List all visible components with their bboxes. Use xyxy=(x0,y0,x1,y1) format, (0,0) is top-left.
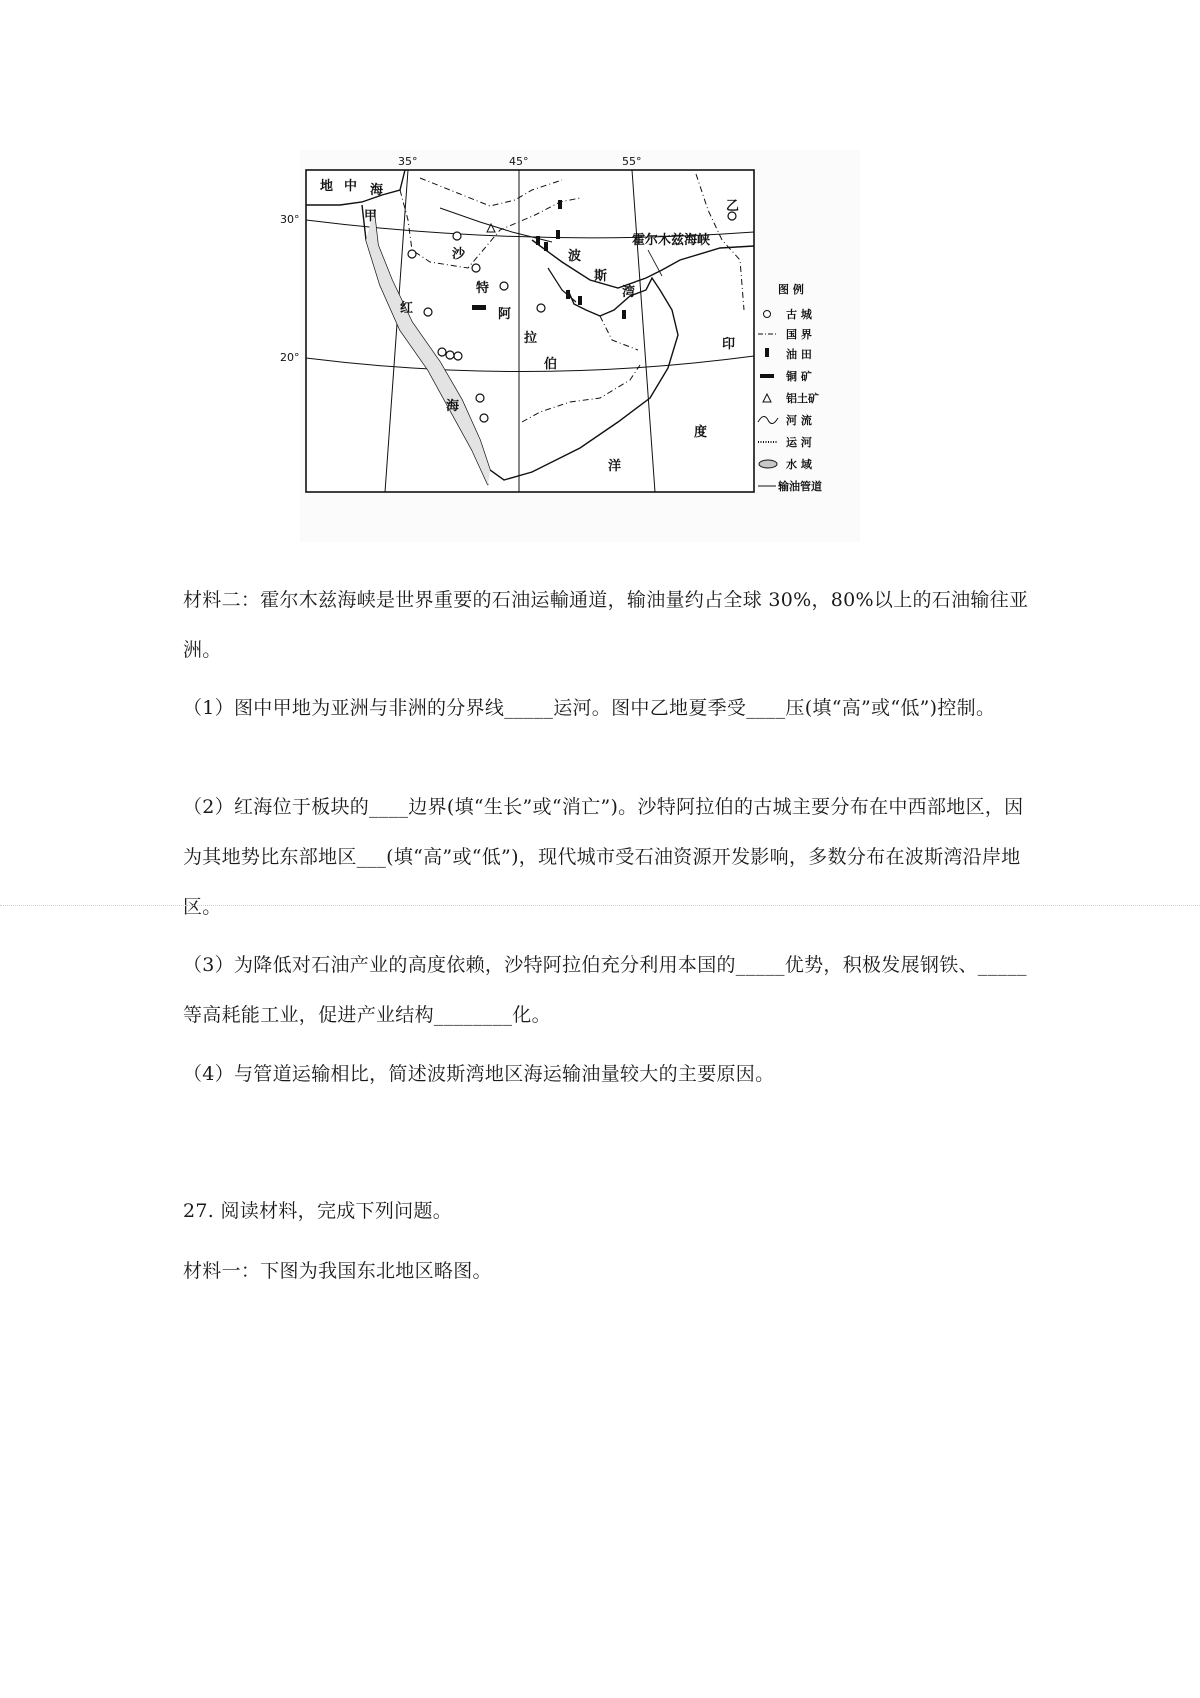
label-persian-2: 斯 xyxy=(594,269,608,284)
ancient-city-marker xyxy=(453,232,461,240)
label-bo: 伯 xyxy=(544,357,558,372)
page-divider xyxy=(0,905,1200,906)
question-27-material-one: 材料一：下图为我国东北地区略图。 xyxy=(183,1260,492,1282)
question-2: （2）红海位于板块的____边界(填“生长”或“消亡”)。沙特阿拉伯的古城主要分布在中西部地区，因为其地势比东部地区___(填“高”或“低”)，现代城市受石油资源开发影响，多数分布在波斯湾沿岸地区。 xyxy=(183,796,1024,918)
label-yang: 洋 xyxy=(608,459,622,474)
oil-field-marker xyxy=(558,200,562,209)
ancient-city-marker xyxy=(500,282,508,290)
ancient-city-marker xyxy=(424,308,432,316)
legend-item-copper: 铜 矿 xyxy=(786,370,812,383)
label-hormuz-strait: 霍尔木兹海峡 xyxy=(632,233,711,248)
label-du: 度 xyxy=(694,425,708,440)
lon-label-55: 55° xyxy=(622,155,642,168)
oil-field-marker xyxy=(566,290,570,299)
oil-field-marker xyxy=(536,236,540,245)
label-la: 拉 xyxy=(524,331,538,346)
legend-city-icon xyxy=(764,311,771,318)
lat-label-20: 20° xyxy=(280,351,300,364)
legend-item-canal: 运 河 xyxy=(786,436,812,449)
oil-field-marker xyxy=(544,242,548,251)
material-two-text: 材料二：霍尔木兹海峡是世界重要的石油运輸通道，输油量约占全球 30%，80%以上的石油输往亚洲。 xyxy=(183,589,1029,661)
oil-field-marker xyxy=(622,310,626,319)
label-jia: 甲 xyxy=(364,209,378,224)
legend-item-border: 国 界 xyxy=(786,328,812,341)
legend-item-oil: 油 田 xyxy=(786,348,812,361)
ancient-city-marker xyxy=(537,304,545,312)
label-mediterranean-3: 海 xyxy=(370,183,384,198)
legend-item-bauxite: 铝土矿 xyxy=(786,392,819,405)
label-a: 阿 xyxy=(498,307,512,322)
label-hai: 海 xyxy=(446,399,460,414)
legend-title: 图 例 xyxy=(778,283,804,296)
ancient-city-marker xyxy=(480,414,488,422)
label-yi: 乙 xyxy=(726,199,740,214)
ancient-city-marker xyxy=(454,352,462,360)
label-persian-1: 波 xyxy=(568,249,582,264)
label-mediterranean-2: 中 xyxy=(344,179,358,194)
legend-oil-icon xyxy=(765,348,769,357)
question-27-title: 27. 阅读材料，完成下列问题。 xyxy=(183,1200,453,1222)
oil-field-marker xyxy=(556,230,560,239)
question-1: （1）图中甲地为亚洲与非洲的分界线_____运河。图中乙地夏季受____压(填“高”或“低”)控制。 xyxy=(183,697,996,719)
map-figure xyxy=(280,150,860,542)
middle-east-map xyxy=(280,150,860,542)
question-3: （3）为降低对石油产业的高度依赖，沙特阿拉伯充分利用本国的_____优势，积极发展钢铁、_____等高耗能工业，促进产业结构________化。 xyxy=(183,954,1027,1026)
ancient-city-marker xyxy=(476,394,484,402)
lon-label-45: 45° xyxy=(509,155,529,168)
label-sha: 沙 xyxy=(452,247,466,262)
lat-label-30: 30° xyxy=(280,213,300,226)
legend-item-river: 河 流 xyxy=(786,414,812,427)
ancient-city-marker xyxy=(408,250,416,258)
label-yin: 印 xyxy=(722,337,736,352)
label-te: 特 xyxy=(476,281,490,296)
question-4: （4）与管道运输相比，简述波斯湾地区海运输油量较大的主要原因。 xyxy=(183,1063,775,1085)
oil-field-marker xyxy=(578,296,582,305)
legend-item-pipeline: 输油管道 xyxy=(778,480,822,493)
legend-copper-icon xyxy=(760,374,774,378)
lon-label-35: 35° xyxy=(398,155,418,168)
legend-item-city: 古 城 xyxy=(786,308,812,321)
legend-water-icon xyxy=(759,460,777,468)
legend-item-water: 水 域 xyxy=(786,458,812,471)
ancient-city-marker xyxy=(438,348,446,356)
copper-mine-marker xyxy=(472,305,486,310)
label-persian-3: 湾 xyxy=(622,285,636,300)
label-mediterranean-1: 地 xyxy=(320,179,334,194)
ancient-city-marker xyxy=(446,351,454,359)
ancient-city-marker xyxy=(472,264,480,272)
label-hong: 红 xyxy=(400,301,414,316)
